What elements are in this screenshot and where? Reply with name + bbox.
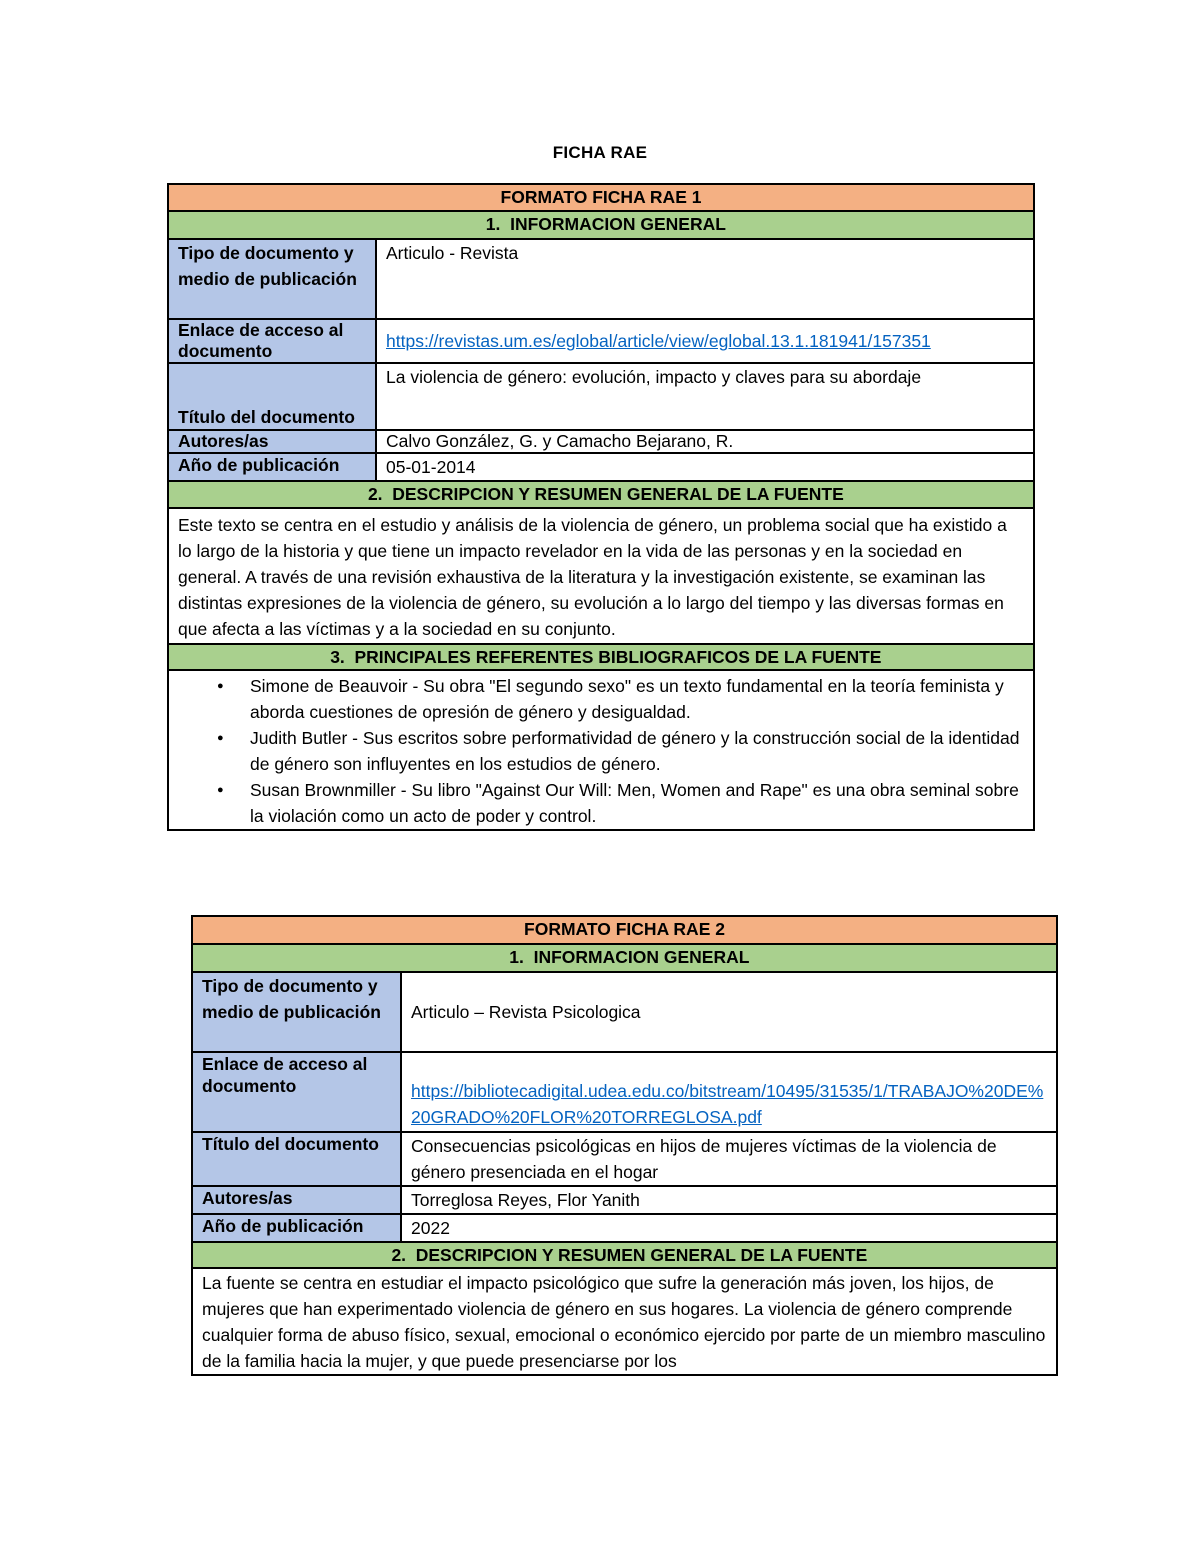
anio-publicacion-value: 2022: [401, 1214, 1057, 1242]
page-title: FICHA RAE: [552, 143, 648, 162]
section-label: DESCRIPCION Y RESUMEN GENERAL DE LA FUENTE: [415, 1245, 868, 1265]
enlace-acceso-label: Enlace de acceso al documento: [192, 1052, 401, 1132]
section-number: 1.: [509, 947, 524, 967]
enlace-acceso-label: Enlace de acceso al documento: [168, 319, 376, 363]
enlace-acceso-link[interactable]: https://revistas.um.es/eglobal/article/view/eglobal.13.1.181941/157351: [386, 331, 931, 351]
autores-label: Autores/as: [168, 430, 376, 453]
autores-label: Autores/as: [192, 1186, 401, 1214]
ficha-2-header: FORMATO FICHA RAE 2: [192, 916, 1057, 944]
ficha-1-section-descripcion: [168, 481, 1034, 508]
titulo-documento-label: Título del documento: [192, 1132, 401, 1186]
ficha-2-summary: La fuente se centra en estudiar el impacto psicológico que sufre la generación más joven, los hijos, de mujeres que han experimentado violencia de género en sus hogares. La violencia de género comprende cualquier forma de abuso físico, sexual, emocional o económico ejercido por parte de un miembro masculino de la familia hacia la mujer, y que puede presenciarse por los: [192, 1268, 1057, 1375]
anio-publicacion-value: 05-01-2014: [376, 453, 1034, 481]
section-label: PRINCIPALES REFERENTES BIBLIOGRAFICOS DE LA FUENTE: [354, 647, 882, 667]
section-label: INFORMACION GENERAL: [533, 947, 750, 967]
tipo-documento-label: Tipo de documento y medio de publicación: [192, 972, 401, 1052]
anio-publicacion-label: Año de publicación: [168, 453, 376, 481]
ficha-1-summary: Este texto se centra en el estudio y análisis de la violencia de género, un problema social que ha existido a lo largo de la historia y que tiene un impacto revelador en la vida de las personas y en la sociedad en general. A través de una revisión exhaustiva de la literatura y la investigación existente, se examinan las distintas expresiones de la violencia de género, su evolución a lo largo del tiempo y las diversas formas en que afecta a las víctimas y a la sociedad en su conjunto.: [168, 508, 1034, 644]
section-number: 2.: [367, 484, 383, 504]
reference-item: ● Susan Brownmiller - Su libro "Against Our Will: Men, Women and Rape" es una obra seminal sobre la violación como un acto de poder y control.: [250, 777, 1024, 829]
tipo-documento-label: Tipo de documento y medio de publicación: [168, 239, 376, 319]
tipo-documento-value: Articulo – Revista Psicologica: [401, 972, 1057, 1052]
autores-value: Torreglosa Reyes, Flor Yanith: [401, 1186, 1057, 1214]
ficha-rae-1-table: [167, 183, 1035, 831]
ficha-1-section-general: [168, 211, 1034, 239]
section-number: 3.: [330, 647, 345, 667]
ficha-1-references: [168, 670, 1034, 830]
ficha-rae-2-table: [191, 915, 1058, 1376]
autores-value: Calvo González, G. y Camacho Bejarano, R.: [376, 430, 1034, 453]
ficha-1-section-referentes: [168, 644, 1034, 670]
section-label: INFORMACION GENERAL: [510, 214, 726, 234]
section-number: 2.: [391, 1245, 407, 1265]
reference-item: ● Judith Butler - Sus escritos sobre performatividad de género y la construcción social de la identidad de género son influyentes en los estudios de género.: [250, 725, 1024, 777]
titulo-documento-value: La violencia de género: evolución, impacto y claves para su abordaje: [376, 363, 1034, 430]
titulo-documento-value: Consecuencias psicológicas en hijos de mujeres víctimas de la violencia de género presenciada en el hogar: [401, 1132, 1057, 1186]
section-number: 1.: [485, 214, 501, 234]
ficha-1-header: FORMATO FICHA RAE 1: [168, 184, 1034, 211]
section-label: DESCRIPCION Y RESUMEN GENERAL DE LA FUENTE: [392, 484, 844, 504]
anio-publicacion-label: Año de publicación: [192, 1214, 401, 1242]
ficha-2-section-descripcion: [192, 1242, 1057, 1268]
titulo-documento-label: Título del documento: [168, 363, 376, 430]
reference-item: ● Simone de Beauvoir - Su obra "El segundo sexo" es un texto fundamental en la teoría feminista y aborda cuestiones de opresión de género y desigualdad.: [250, 673, 1024, 725]
ficha-2-section-general: [192, 944, 1057, 972]
tipo-documento-value: Articulo - Revista: [376, 239, 1034, 319]
enlace-acceso-link[interactable]: https://bibliotecadigital.udea.edu.co/bitstream/10495/31535/1/TRABAJO%20DE%20GRADO%20FLOR%20TORREGLOSA.pdf: [411, 1081, 1044, 1127]
